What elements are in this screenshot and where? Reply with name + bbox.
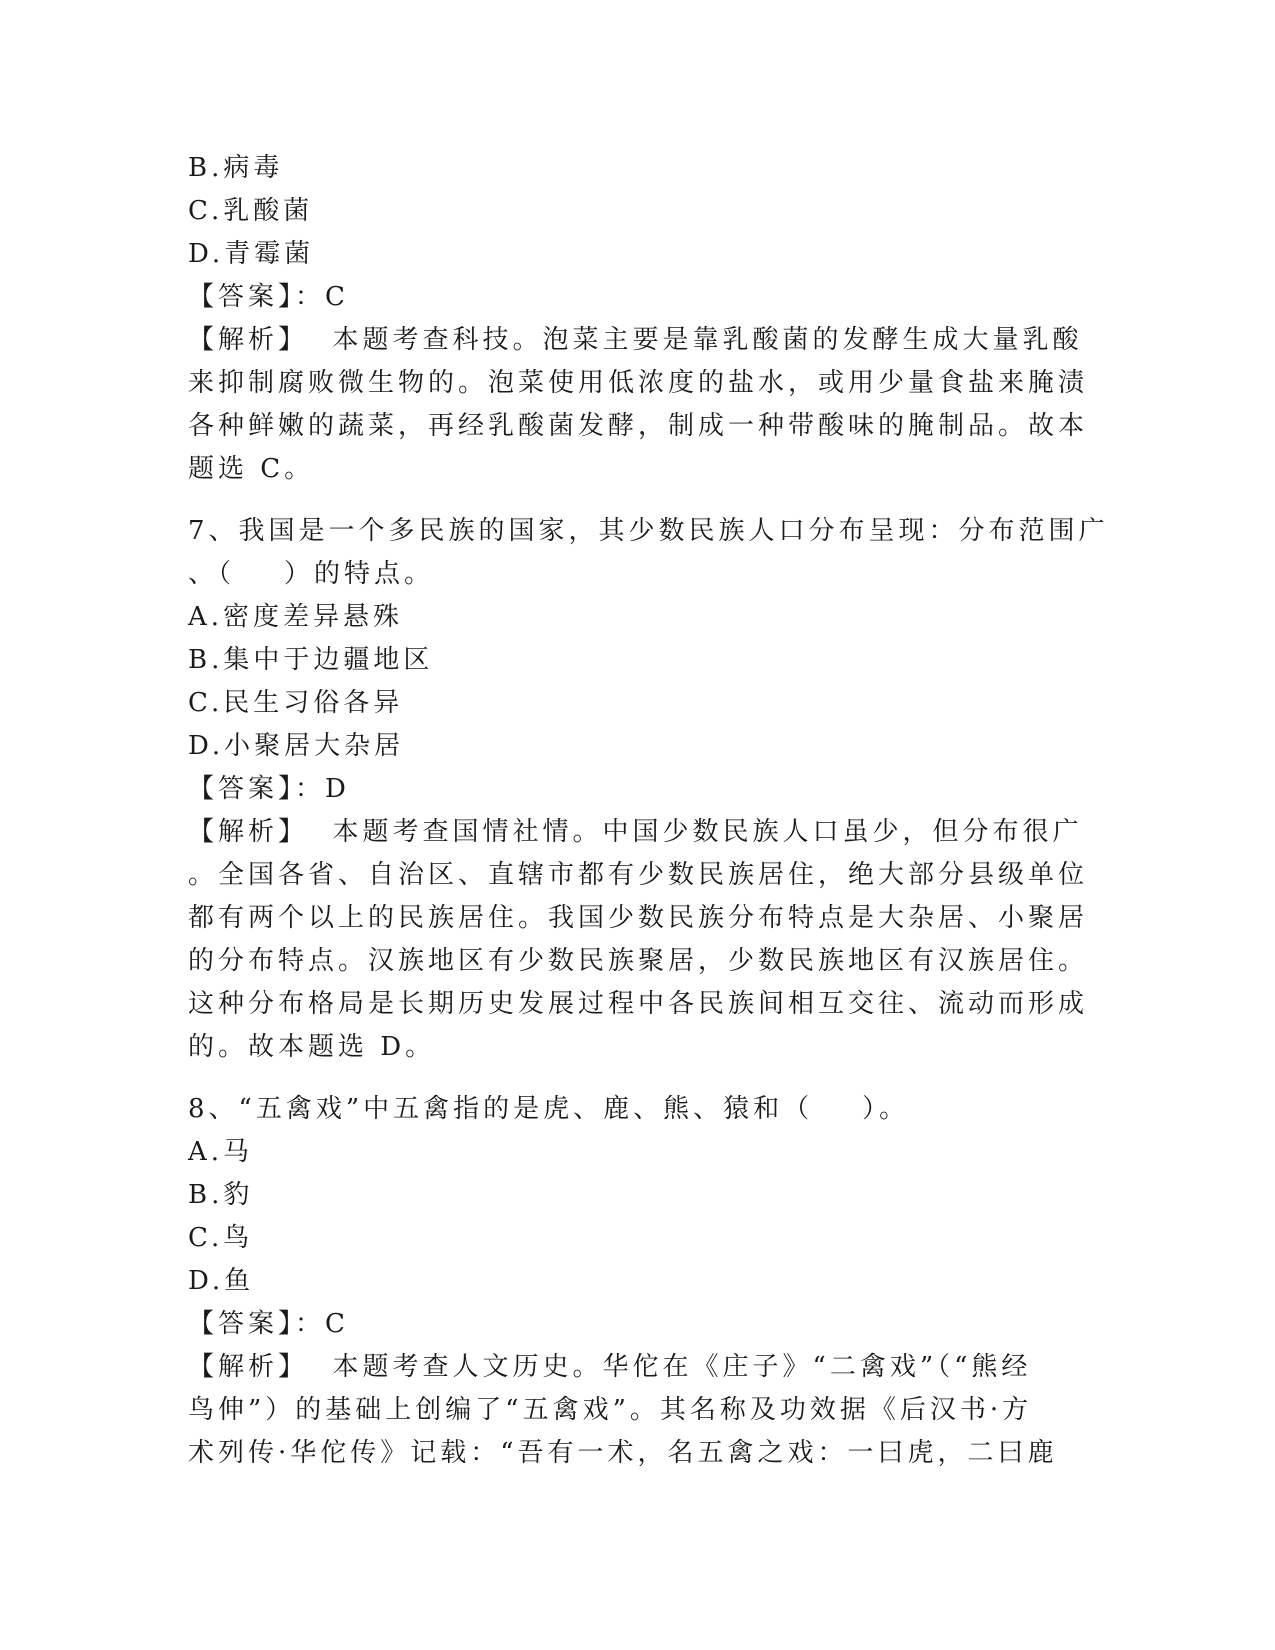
paragraph-gap: [188, 491, 1068, 510]
q6-answer: 【答案】：C: [188, 282, 349, 312]
q7-analysis-line: 【解析】 本题考查国情社情。中国少数民族人口虽少，但分布很广: [188, 817, 1083, 847]
q7-stem-line: 7、我国是一个多民族的国家，其少数民族人口分布呈现：分布范围广: [188, 516, 1109, 546]
q7-answer: 【答案】：D: [188, 774, 350, 804]
q8-analysis-line: 术列传·华佗传》记载：“吾有一术，名五禽之戏：一曰虎，二曰鹿: [188, 1438, 1058, 1468]
q8-option-b: B.豹: [188, 1180, 254, 1210]
q6-analysis-line: 题选 C。: [188, 454, 315, 484]
q7-option-c: C.民生习俗各异: [188, 688, 404, 718]
q7-analysis-line: 的分布特点。汉族地区有少数民族聚居，少数民族地区有汉族居住。: [188, 946, 1089, 976]
q7-analysis-line: 这种分布格局是长期历史发展过程中各民族间相互交往、流动而形成: [188, 989, 1089, 1019]
document-page: [188, 147, 1109, 1475]
q8-stem: 8、“五禽戏”中五禽指的是虎、鹿、熊、猿和（ ）。: [188, 1094, 910, 1124]
q6-option-c: C.乳酸菌: [188, 196, 314, 226]
q8-option-c: C.鸟: [188, 1223, 254, 1253]
q6-option-b: B.病毒: [188, 153, 284, 183]
q7-option-b: B.集中于边疆地区: [188, 645, 434, 675]
q8-analysis-line: 【解析】 本题考查人文历史。华佗在《庄子》“二禽戏”（“熊经: [188, 1352, 1032, 1382]
q6-analysis-line: 来抑制腐败微生物的。泡菜使用低浓度的盐水，或用少量食盐来腌渍: [188, 368, 1089, 398]
q7-analysis-line: 都有两个以上的民族居住。我国少数民族分布特点是大杂居、小聚居: [188, 903, 1089, 933]
q7-option-d: D.小聚居大杂居: [188, 731, 405, 761]
q8-answer: 【答案】：C: [188, 1309, 349, 1339]
q8-option-d: D.鱼: [188, 1266, 255, 1296]
q7-option-a: A.密度差异悬殊: [188, 602, 404, 632]
q8-option-a: A.马: [188, 1137, 254, 1167]
q7-analysis-line: 的。故本题选 D。: [188, 1032, 436, 1062]
q6-option-d: D.青霉菌: [188, 239, 315, 269]
paragraph-gap: [188, 1069, 1068, 1088]
q7-stem-line: 、（ ）的特点。: [188, 559, 435, 589]
q8-analysis-line: 鸟伸”）的基础上创编了“五禽戏”。其名称及功效据《后汉书·方: [188, 1395, 1033, 1425]
q6-analysis-line: 【解析】 本题考查科技。泡菜主要是靠乳酸菌的发酵生成大量乳酸: [188, 325, 1083, 355]
q7-analysis-line: 。全国各省、自治区、直辖市都有少数民族居住，绝大部分县级单位: [188, 860, 1089, 890]
q6-analysis-line: 各种鲜嫩的蔬菜，再经乳酸菌发酵，制成一种带酸味的腌制品。故本: [188, 411, 1089, 441]
